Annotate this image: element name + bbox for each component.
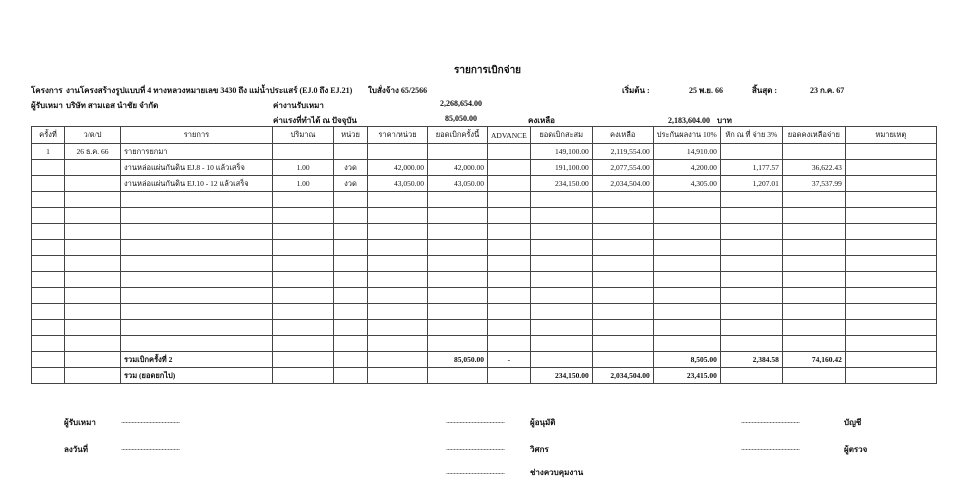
table-cell — [845, 144, 936, 160]
table-cell — [592, 288, 653, 304]
table-cell — [428, 240, 488, 256]
table-cell — [488, 144, 531, 160]
table-cell — [653, 208, 720, 224]
table-cell — [845, 256, 936, 272]
project-line — [31, 84, 427, 97]
table-cell — [32, 240, 65, 256]
table-cell — [273, 304, 334, 320]
table-cell — [65, 176, 121, 192]
table-cell — [368, 208, 428, 224]
table-cell: 1,207.01 — [720, 176, 782, 192]
table-cell: งวด — [334, 160, 368, 176]
table-cell — [32, 208, 65, 224]
table-cell: 85,050.00 — [428, 352, 488, 368]
table-cell: 14,910.00 — [653, 144, 720, 160]
column-header: หน่วย — [334, 127, 368, 144]
table-cell — [845, 304, 936, 320]
table-cell: 43,050.00 — [368, 176, 428, 192]
table-cell: 36,622.43 — [782, 160, 845, 176]
table-row — [32, 256, 937, 272]
table-cell — [273, 256, 334, 272]
table-cell — [782, 224, 845, 240]
table-cell — [592, 224, 653, 240]
table-cell — [845, 208, 936, 224]
table-cell — [428, 288, 488, 304]
table-cell — [845, 160, 936, 176]
table-cell — [488, 176, 531, 192]
table-cell — [32, 288, 65, 304]
column-header: หมายเหตุ — [845, 127, 936, 144]
table-cell: 149,100.00 — [530, 144, 592, 160]
table-cell — [653, 288, 720, 304]
contract-cost-label: ค่างานรับเหมา — [273, 101, 324, 110]
table-cell — [368, 320, 428, 336]
sig-engineer-line: ....................................... — [446, 443, 505, 452]
table-cell — [782, 336, 845, 352]
summary-row — [32, 368, 937, 384]
table-cell — [65, 352, 121, 368]
table-cell: 2,077,554.00 — [592, 160, 653, 176]
table-cell — [720, 144, 782, 160]
column-header: ราคา/หน่วย — [368, 127, 428, 144]
sig-date-line: ....................................... — [121, 443, 180, 452]
table-cell — [845, 240, 936, 256]
table-cell — [530, 272, 592, 288]
table-cell — [720, 320, 782, 336]
table-cell — [720, 192, 782, 208]
table-cell — [32, 336, 65, 352]
table-row — [32, 320, 937, 336]
table-row — [32, 160, 937, 176]
table-cell — [65, 256, 121, 272]
table-cell — [428, 336, 488, 352]
table-cell — [720, 224, 782, 240]
table-cell — [32, 304, 65, 320]
table-cell — [368, 224, 428, 240]
table-cell — [782, 144, 845, 160]
table-cell — [592, 320, 653, 336]
column-header: ADVANCE — [488, 127, 531, 144]
table-cell — [65, 240, 121, 256]
table-cell — [273, 320, 334, 336]
table-cell — [368, 192, 428, 208]
table-cell — [530, 256, 592, 272]
table-cell — [845, 320, 936, 336]
table-cell — [32, 192, 65, 208]
column-header: ปริมาณ — [273, 127, 334, 144]
sig-supervisor-line: ....................................... — [446, 467, 505, 476]
table-cell — [273, 288, 334, 304]
table-cell: 1.00 — [273, 160, 334, 176]
table-cell — [592, 256, 653, 272]
table-cell: 1,177.57 — [720, 160, 782, 176]
table-cell — [32, 272, 65, 288]
table-row — [32, 208, 937, 224]
sig-inspector-label: ผู้ตรวจ — [844, 445, 868, 454]
table-cell — [32, 320, 65, 336]
column-header: ยอดเบิกสะสม — [530, 127, 592, 144]
work-done-value: 85,050.00 — [445, 114, 477, 123]
table-cell — [273, 144, 334, 160]
table-cell — [334, 320, 368, 336]
table-cell: งวด — [334, 176, 368, 192]
table-cell — [273, 240, 334, 256]
table-cell — [653, 272, 720, 288]
table-cell: งานหล่อแผ่นกันดิน EJ.8 - 10 แล้วเสร็จ — [121, 160, 273, 176]
table-cell — [65, 288, 121, 304]
table-cell — [720, 368, 782, 384]
order-label: ใบสั่งจ้าง 65/2566 — [368, 86, 428, 95]
table-cell — [121, 320, 273, 336]
table-cell — [273, 272, 334, 288]
table-cell — [334, 240, 368, 256]
column-header: ครั้งที่ — [32, 127, 65, 144]
table-cell — [488, 240, 531, 256]
table-cell — [121, 240, 273, 256]
table-cell — [488, 160, 531, 176]
remaining-label: คงเหลือ — [528, 116, 555, 125]
table-cell — [653, 336, 720, 352]
table-cell — [488, 320, 531, 336]
table-row — [32, 336, 937, 352]
sig-supervisor-label: ช่างควบคุมงาน — [530, 468, 584, 477]
table-cell — [65, 304, 121, 320]
table-cell — [488, 192, 531, 208]
column-header: ว/ด/ป — [65, 127, 121, 144]
table-cell — [32, 160, 65, 176]
sig-contractor-label: ผู้รับเหมา — [64, 418, 96, 427]
table-cell: 37,537.99 — [782, 176, 845, 192]
sig-accounting-label: บัญชี — [844, 418, 862, 427]
column-header: รายการ — [121, 127, 273, 144]
table-cell — [592, 240, 653, 256]
table-cell — [488, 368, 531, 384]
table-cell — [720, 208, 782, 224]
table-cell — [653, 224, 720, 240]
table-cell — [488, 256, 531, 272]
document-title: รายการเบิกจ่าย — [454, 65, 522, 76]
table-cell — [273, 208, 334, 224]
table-cell — [428, 208, 488, 224]
table-cell — [530, 352, 592, 368]
table-cell — [782, 208, 845, 224]
table-cell — [653, 304, 720, 320]
table-cell — [720, 240, 782, 256]
table-cell — [592, 272, 653, 288]
table-row — [32, 304, 937, 320]
table-cell — [530, 224, 592, 240]
table-cell — [273, 352, 334, 368]
contractor-label: ผู้รับเหมา — [31, 101, 63, 110]
table-cell — [334, 368, 368, 384]
table-cell — [121, 192, 273, 208]
table-cell — [121, 224, 273, 240]
table-cell — [368, 336, 428, 352]
table-cell — [720, 288, 782, 304]
table-cell — [592, 352, 653, 368]
table-cell — [334, 256, 368, 272]
table-cell — [653, 256, 720, 272]
sig-engineer-label: วิศกร — [530, 445, 549, 454]
table-cell — [592, 192, 653, 208]
table-cell — [488, 304, 531, 320]
remaining-value: 2,183,604.00 — [668, 116, 710, 125]
table-cell — [428, 224, 488, 240]
table-row — [32, 272, 937, 288]
contractor-value: บริษัท สามเอส นำชัย จำกัด — [66, 101, 159, 110]
table-cell: 74,160.42 — [782, 352, 845, 368]
table-cell — [653, 192, 720, 208]
disbursement-table — [31, 126, 937, 384]
table-row — [32, 240, 937, 256]
table-cell: 43,050.00 — [428, 176, 488, 192]
table-cell — [334, 192, 368, 208]
sig-contractor-line: ....................................... — [121, 416, 180, 425]
table-cell: 191,100.00 — [530, 160, 592, 176]
table-cell — [368, 144, 428, 160]
table-cell — [845, 336, 936, 352]
table-cell — [428, 256, 488, 272]
table-cell: - — [488, 352, 531, 368]
table-cell: 26 ธ.ค. 66 — [65, 144, 121, 160]
table-cell — [334, 272, 368, 288]
sig-approver-label: ผู้อนุมัติ — [530, 418, 556, 427]
table-cell — [720, 256, 782, 272]
table-cell — [65, 208, 121, 224]
table-header — [32, 127, 937, 144]
table-row — [32, 144, 937, 160]
table-cell: 234,150.00 — [530, 176, 592, 192]
table-cell — [368, 288, 428, 304]
table-cell — [530, 304, 592, 320]
table-cell — [782, 288, 845, 304]
table-cell — [273, 336, 334, 352]
table-cell — [65, 192, 121, 208]
table-cell — [334, 304, 368, 320]
table-cell — [592, 336, 653, 352]
table-cell — [428, 368, 488, 384]
sig-accounting-line: ....................................... — [741, 416, 800, 425]
table-cell — [121, 256, 273, 272]
column-header: หัก ณ ที่ จ่าย 3% — [720, 127, 782, 144]
table-cell: 2,034,504.00 — [592, 368, 653, 384]
table-cell — [368, 272, 428, 288]
table-cell — [428, 272, 488, 288]
summary-row — [32, 352, 937, 368]
table-cell — [368, 304, 428, 320]
table-cell: 4,200.00 — [653, 160, 720, 176]
table-cell — [845, 192, 936, 208]
table-cell — [592, 208, 653, 224]
table-cell — [720, 272, 782, 288]
sig-approver-line: ....................................... — [446, 416, 505, 425]
start-value: 25 พ.ย. 66 — [689, 86, 723, 95]
table-cell — [65, 160, 121, 176]
table-cell — [530, 336, 592, 352]
table-cell — [32, 176, 65, 192]
table-cell: 1 — [32, 144, 65, 160]
table-cell — [653, 320, 720, 336]
table-cell — [334, 144, 368, 160]
column-header: ประกันผลงาน 10% — [653, 127, 720, 144]
table-cell — [530, 208, 592, 224]
contract-cost-value: 2,268,654.00 — [440, 99, 482, 108]
table-cell — [368, 256, 428, 272]
table-cell — [368, 368, 428, 384]
table-cell — [845, 352, 936, 368]
table-cell — [121, 288, 273, 304]
table-cell — [782, 240, 845, 256]
table-cell — [65, 272, 121, 288]
table-cell: 42,000.00 — [428, 160, 488, 176]
table-cell — [782, 256, 845, 272]
table-cell — [334, 224, 368, 240]
table-row — [32, 288, 937, 304]
table-cell — [845, 176, 936, 192]
end-value: 23 ก.ค. 67 — [810, 86, 845, 95]
table-cell — [428, 144, 488, 160]
table-cell — [845, 368, 936, 384]
table-cell — [782, 192, 845, 208]
table-cell — [530, 320, 592, 336]
table-cell — [121, 336, 273, 352]
table-cell — [488, 288, 531, 304]
table-cell — [530, 192, 592, 208]
table-cell: 1.00 — [273, 176, 334, 192]
table-cell: รวม (ยอดยกไป) — [121, 368, 273, 384]
sig-inspector-line: ....................................... — [741, 443, 800, 452]
table-cell — [32, 256, 65, 272]
table-cell — [65, 336, 121, 352]
table-cell — [782, 368, 845, 384]
table-cell: รายการยกมา — [121, 144, 273, 160]
table-cell — [65, 368, 121, 384]
table-cell — [428, 304, 488, 320]
table-cell — [121, 208, 273, 224]
end-label: สิ้นสุด : — [752, 86, 778, 95]
table-cell — [32, 368, 65, 384]
table-cell: 2,384.58 — [720, 352, 782, 368]
table-cell — [32, 224, 65, 240]
table-cell — [782, 272, 845, 288]
table-cell — [488, 224, 531, 240]
table-cell — [121, 304, 273, 320]
table-cell — [121, 272, 273, 288]
table-cell — [782, 320, 845, 336]
project-label: โครงการ — [31, 86, 63, 95]
column-header: ยอดเบิกครั้งนี้ — [428, 127, 488, 144]
currency-label: บาท — [717, 116, 732, 125]
table-cell — [653, 240, 720, 256]
table-row — [32, 176, 937, 192]
table-cell: รวมเบิกครั้งที่ 2 — [121, 352, 273, 368]
table-cell — [782, 304, 845, 320]
table-cell — [428, 192, 488, 208]
table-cell: 2,034,504.00 — [592, 176, 653, 192]
table-cell — [720, 336, 782, 352]
table-cell — [488, 336, 531, 352]
table-cell: 42,000.00 — [368, 160, 428, 176]
table-cell — [592, 304, 653, 320]
table-cell: งานหล่อแผ่นกันดิน EJ.10 - 12 แล้วเสร็จ — [121, 176, 273, 192]
column-header: ยอดคงเหลือจ่าย — [782, 127, 845, 144]
start-label: เริ่มต้น : — [622, 86, 650, 95]
table-cell: 4,305.00 — [653, 176, 720, 192]
table-row — [32, 224, 937, 240]
table-cell — [65, 224, 121, 240]
table-cell — [845, 224, 936, 240]
table-cell — [273, 368, 334, 384]
table-cell — [334, 352, 368, 368]
table-cell — [488, 272, 531, 288]
table-cell: 234,150.00 — [530, 368, 592, 384]
table-cell — [845, 288, 936, 304]
table-cell — [368, 352, 428, 368]
table-cell — [32, 352, 65, 368]
table-cell — [334, 336, 368, 352]
table-cell — [368, 240, 428, 256]
table-row — [32, 192, 937, 208]
project-value: งานโครงสร้างรูปแบบที่ 4 ทางหลวงหมายเลข 3430 ถึง แม่น้ำประแสร์ (EJ.0 ถึง EJ.21) — [66, 86, 353, 95]
table-cell: 23,415.00 — [653, 368, 720, 384]
work-done-label: ค่าแรงที่ทำได้ ณ ปัจจุบัน — [273, 116, 357, 125]
table-cell — [428, 320, 488, 336]
table-cell — [334, 208, 368, 224]
table-cell — [720, 304, 782, 320]
table-cell — [845, 272, 936, 288]
table-cell — [273, 192, 334, 208]
table-cell — [65, 320, 121, 336]
table-cell — [530, 240, 592, 256]
table-cell — [488, 208, 531, 224]
table-cell — [530, 288, 592, 304]
table-cell — [273, 224, 334, 240]
table-cell — [334, 288, 368, 304]
table-cell: 2,119,554.00 — [592, 144, 653, 160]
sig-date-label: ลงวันที่ — [64, 445, 89, 454]
table-cell: 8,505.00 — [653, 352, 720, 368]
column-header: คงเหลือ — [592, 127, 653, 144]
